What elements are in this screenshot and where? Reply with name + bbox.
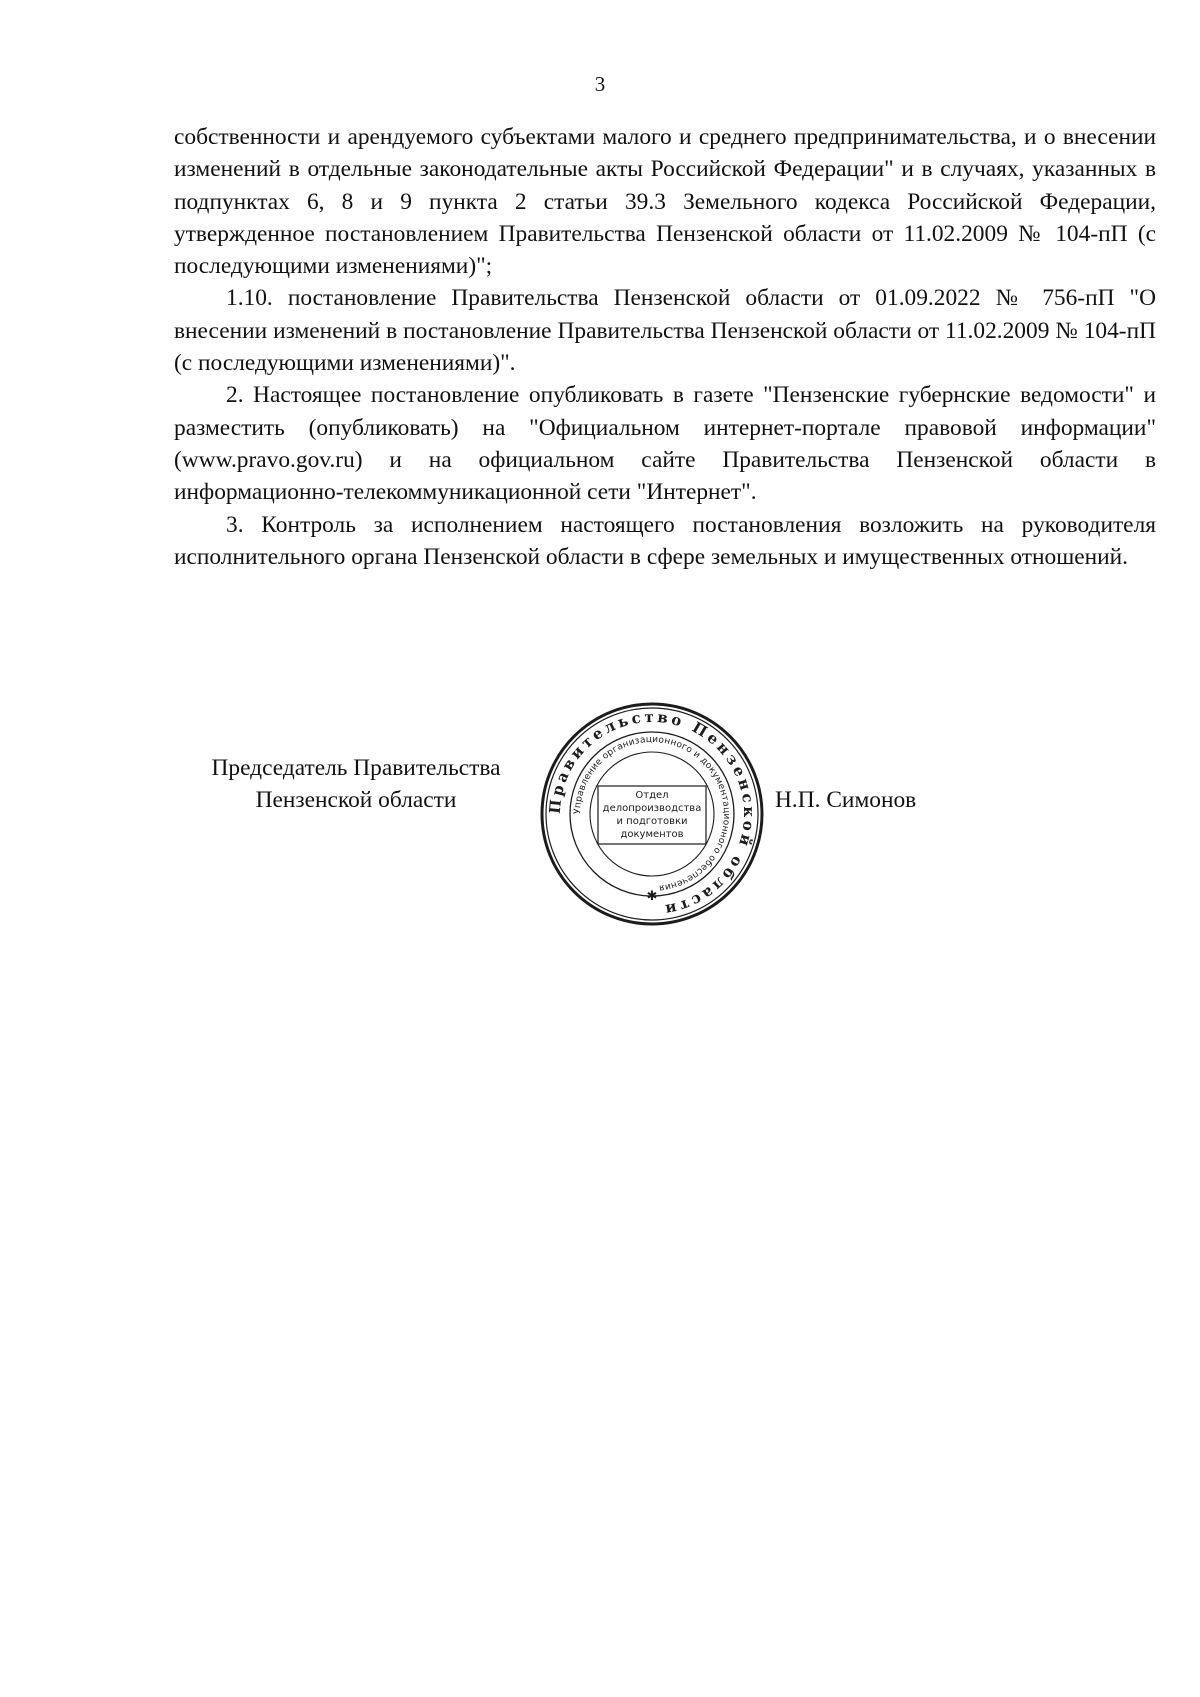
signatory-title-line-1: Председатель Правительства: [211, 755, 501, 781]
document-body: [174, 121, 1156, 573]
seal-center-line-4: документов: [620, 829, 684, 840]
seal-center-line-1: Отдел: [635, 790, 669, 801]
paragraph-item-3: 3. Контроль за исполнением настоящего постановления возложить на руководителя исполнительного органа Пензенской области в сфере земельных и имущественных отношений.: [174, 511, 1156, 570]
seal-center-line-3: и подготовки: [616, 816, 688, 827]
signature-block: [0, 700, 1200, 920]
signatory-name: Н.П. Симонов: [775, 787, 917, 813]
seal-inner-text: Управление организационного и документационного обеспечения: [572, 734, 732, 893]
seal-outer-text: Правительство Пензенской области: [545, 707, 759, 920]
seal-center-line-2: делопроизводства: [602, 803, 702, 814]
paragraph-item-2: 2. Настоящее постановление опубликовать в газете "Пензенские губернские ведомости" и разместить (опубликовать) на "Официальном интернет-портале правовой информации" (www.pravo.gov.ru) и на официальном сайте Правительства Пензенской области в информационно-телекоммуникационной сети "Интернет".: [174, 382, 1156, 506]
signatory-title-line-2: Пензенской области: [255, 787, 457, 813]
signatory-title: [170, 752, 542, 816]
paragraph-continuation: собственности и арендуемого субъектами малого и среднего предпринимательства, и о внесении изменений в отдельные законодательные акты Российской Федерации" и в случаях, указанных в подпунктах 6, 8 и 9 пункта 2 статьи 39.3 Земельного кодекса Российской Федерации, утвержденное постановлением Правительства Пензенской области от 11.02.2009 № 104-пП (с последующими изменениями)";: [174, 124, 1156, 280]
page-number: 3: [594, 72, 606, 96]
paragraph-item-1-10: 1.10. постановление Правительства Пензенской области от 01.09.2022 № 756-пП "О внесении изменений в постановление Правительства Пензенской области от 11.02.2009 № 104-пП (с последующими изменениями)".: [174, 285, 1156, 377]
official-seal: [538, 700, 766, 928]
seal-graphic: [538, 700, 766, 928]
seal-star-icon: ✱: [646, 889, 658, 904]
